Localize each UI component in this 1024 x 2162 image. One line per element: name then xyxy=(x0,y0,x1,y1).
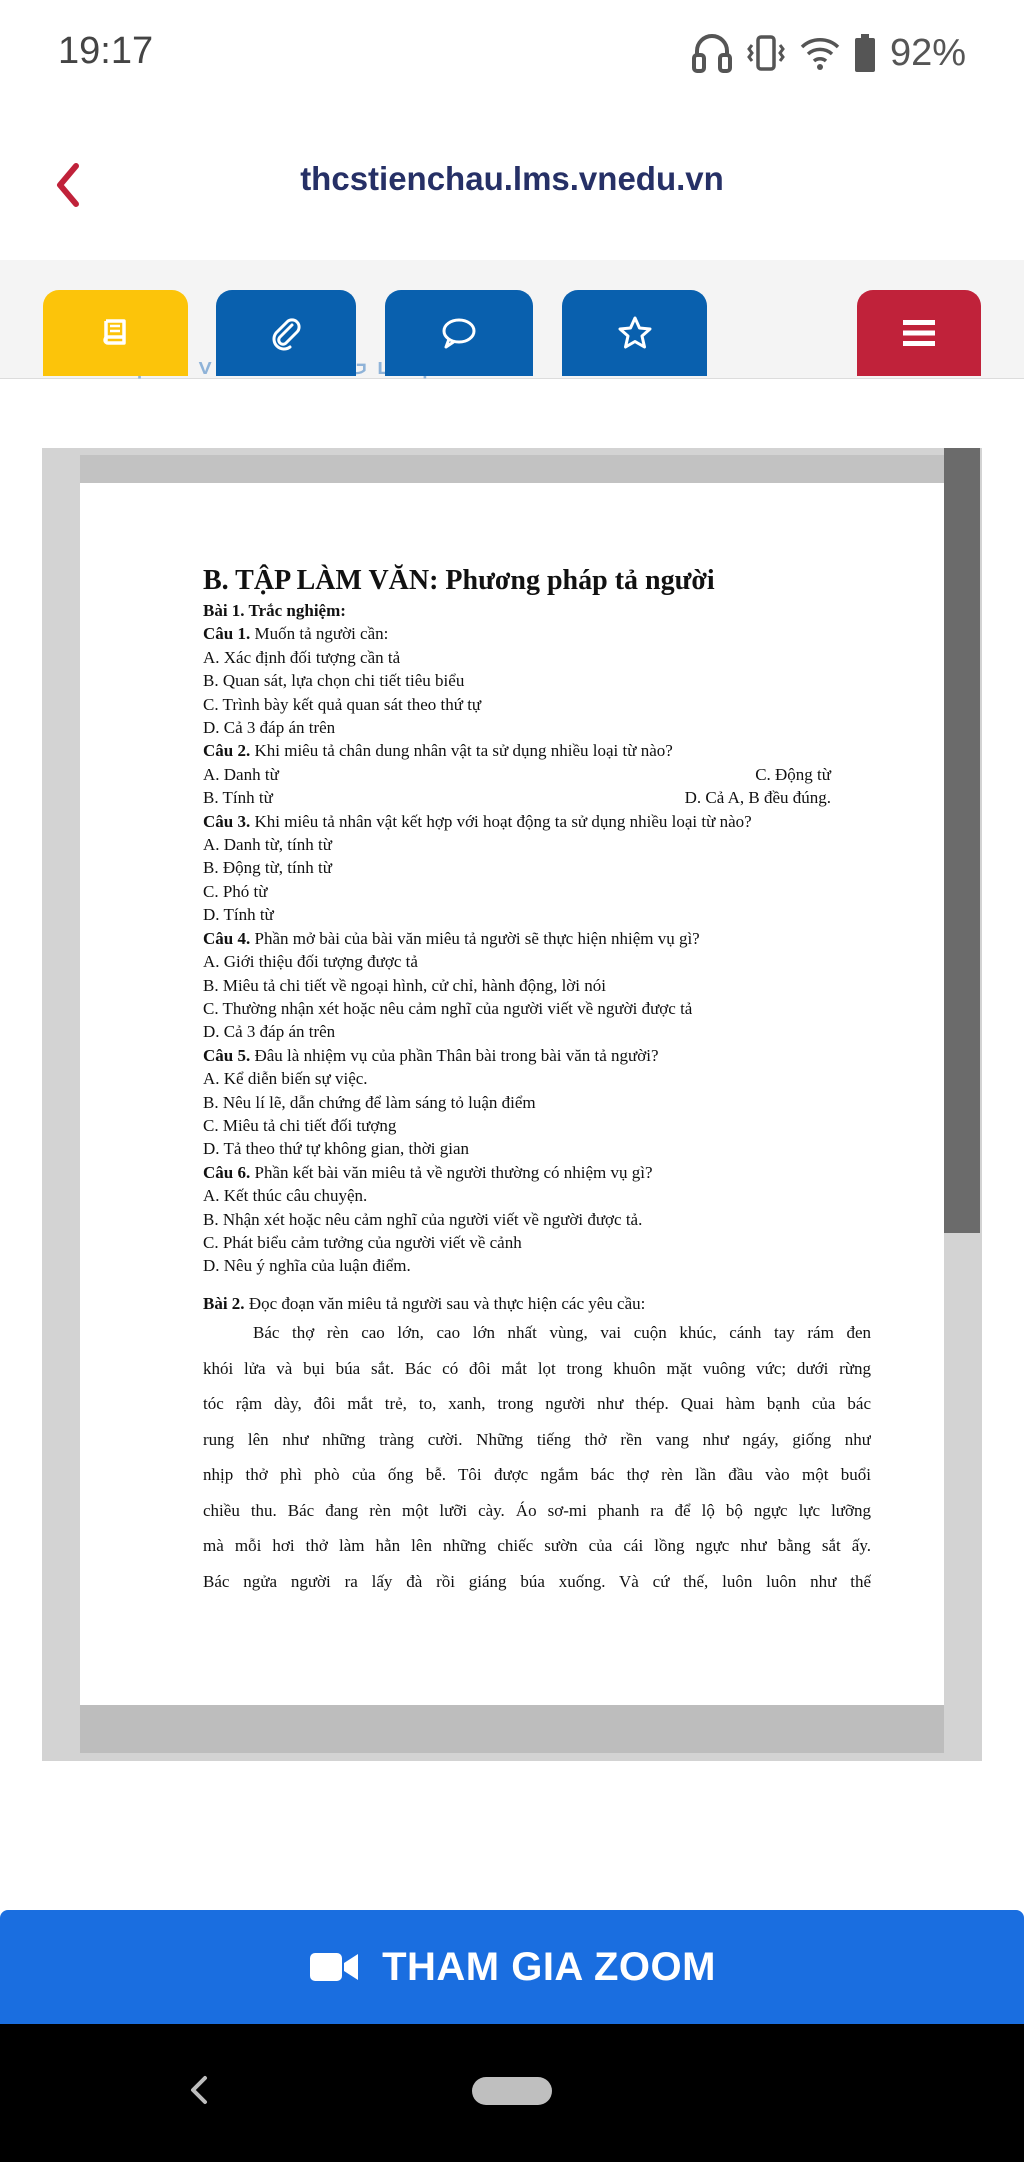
peek-text: TV xyxy=(176,362,216,381)
option: A. Kể diễn biến sự việc. xyxy=(203,1069,368,1089)
wifi-icon xyxy=(800,35,840,71)
battery-percent: 92% xyxy=(889,31,966,74)
tab-lessons[interactable] xyxy=(43,290,188,376)
question-6: Câu 6. Phần kết bài văn miêu tả về người thường có nhiệm vụ gì? xyxy=(203,1162,653,1182)
paperclip-icon xyxy=(268,315,304,351)
question-2: Câu 2. Khi miêu tả chân dung nhân vật ta sử dụng nhiều loại từ nào? xyxy=(203,741,673,761)
tab-comments[interactable] xyxy=(385,290,533,376)
comment-icon xyxy=(440,315,478,351)
question-5: Câu 5. Đâu là nhiệm vụ của phần Thân bài trong bài văn tả người? xyxy=(203,1045,659,1065)
paragraph-line: Bác ngửa người ra lấy đà rồi giáng búa xuống. Và cứ thế, luôn luôn như thế xyxy=(203,1571,871,1591)
option: D. Cả 3 đáp án trên xyxy=(203,1022,336,1042)
nav-back-button[interactable] xyxy=(175,2060,225,2120)
paragraph-line: khói lửa và bụi búa sắt. Bác có đôi mắt lọt trong khuôn mặt vuông vức; dưới rừng xyxy=(203,1358,871,1378)
nav-home-button[interactable] xyxy=(472,2077,552,2105)
headphones-icon xyxy=(692,31,732,75)
paragraph-line: nhịp thở phì phò của ống bễ. Tôi được ngắm bác thợ rèn lần đầu vào một buổi xyxy=(203,1465,871,1485)
option: C. Trình bày kết quả quan sát theo thứ tự xyxy=(203,694,482,714)
option: C. Miêu tả chi tiết đối tượng xyxy=(203,1115,397,1135)
pdf-page-shadow-bottom xyxy=(80,1705,944,1753)
option: D. Nêu ý nghĩa của luận điểm. xyxy=(203,1256,411,1276)
option: B. Miêu tả chi tiết về ngoại hình, cử chỉ, hành động, lời nói xyxy=(203,975,606,995)
option: A. Kết thúc câu chuyện. xyxy=(203,1186,368,1206)
option: D. Tả theo thứ tự không gian, thời gian xyxy=(203,1139,470,1159)
paragraph-line: mà mỗi hơi thở làm hằn lên những chiếc sườn của cái lồng ngực như bằng sắt ấy. xyxy=(203,1536,871,1556)
join-zoom-label: THAM GIA ZOOM xyxy=(382,1944,716,1989)
document-content xyxy=(203,565,871,1599)
star-icon xyxy=(617,315,653,351)
option: C. Thường nhận xét hoặc nêu cảm nghĩ của người viết về người được tả xyxy=(203,998,693,1018)
vibrate-icon xyxy=(746,33,786,73)
book-icon xyxy=(98,315,134,351)
nav-back-icon xyxy=(175,2060,225,2120)
document-title: B. TẬP LÀM VĂN: Phương pháp tả người xyxy=(203,565,715,596)
menu-icon xyxy=(900,316,938,350)
option-row: A. Danh từ C. Động từ xyxy=(203,764,831,784)
paragraph-line: Bác thợ rèn cao lớn, cao lớn nhất vùng, vai cuộn khúc, cánh tay rám đen xyxy=(253,1323,871,1343)
battery-icon xyxy=(854,34,876,72)
option: D. Cả 3 đáp án trên xyxy=(203,718,336,738)
option: C. Phó từ xyxy=(203,881,268,901)
status-icons xyxy=(692,28,966,78)
bai2-heading: Bài 2. Đọc đoạn văn miêu tả người sau và thực hiện các yêu cầu: xyxy=(203,1293,646,1313)
paragraph-line: rung lên như những tràng cười. Những tiếng thở rền vang như ngáy, giống như xyxy=(203,1429,871,1449)
option: B. Động từ, tính từ xyxy=(203,858,332,878)
question-4: Câu 4. Phần mở bài của bài văn miêu tả người sẽ thực hiện nhiệm vụ gì? xyxy=(203,928,700,948)
status-time: 19:17 xyxy=(58,30,154,72)
site-url: thcstienchau.lms.vnedu.vn xyxy=(300,160,724,197)
option: A. Xác định đối tượng cần tả xyxy=(203,647,401,667)
option: B. Nêu lí lẽ, dẫn chứng để làm sáng tỏ luận điểm xyxy=(203,1092,536,1112)
paragraph-line: chiều thu. Bác đang rèn một lưỡi cày. Áo sơ-mi phanh ra để lộ bộ ngực lực lưỡng xyxy=(203,1500,871,1520)
video-camera-icon xyxy=(308,1949,360,1985)
option: C. Phát biểu cảm tưởng của người viết về cảnh xyxy=(203,1232,522,1252)
option: A. Giới thiệu đối tượng được tả xyxy=(203,952,418,972)
tab-attachments[interactable] xyxy=(216,290,356,376)
join-zoom-button[interactable] xyxy=(0,1910,1024,2024)
tab-favorites[interactable] xyxy=(562,290,707,376)
menu-button[interactable] xyxy=(857,290,981,376)
option: B. Quan sát, lựa chọn chi tiết tiêu biểu xyxy=(203,671,465,691)
option: A. Danh từ, tính từ xyxy=(203,835,332,855)
option: D. Tính từ xyxy=(203,905,274,925)
bai1-heading: Bài 1. Trắc nghiệm: xyxy=(203,601,346,620)
pdf-page-shadow-top xyxy=(80,455,944,483)
question-1: Câu 1. Muốn tả người cần: xyxy=(203,624,389,644)
option-row: B. Tính từ D. Cả A, B đều đúng. xyxy=(203,788,831,808)
paragraph-line: tóc rậm dày, đôi mắt trẻ, to, xanh, trong người như thép. Quai hàm bạnh của bác xyxy=(203,1394,871,1414)
pdf-scrollbar[interactable] xyxy=(944,448,980,1233)
option: B. Nhận xét hoặc nêu cảm nghĩ của người viết về người được tả. xyxy=(203,1209,643,1229)
question-3: Câu 3. Khi miêu tả nhân vật kết hợp với hoạt động ta sử dụng nhiều loại từ nào? xyxy=(203,811,752,831)
